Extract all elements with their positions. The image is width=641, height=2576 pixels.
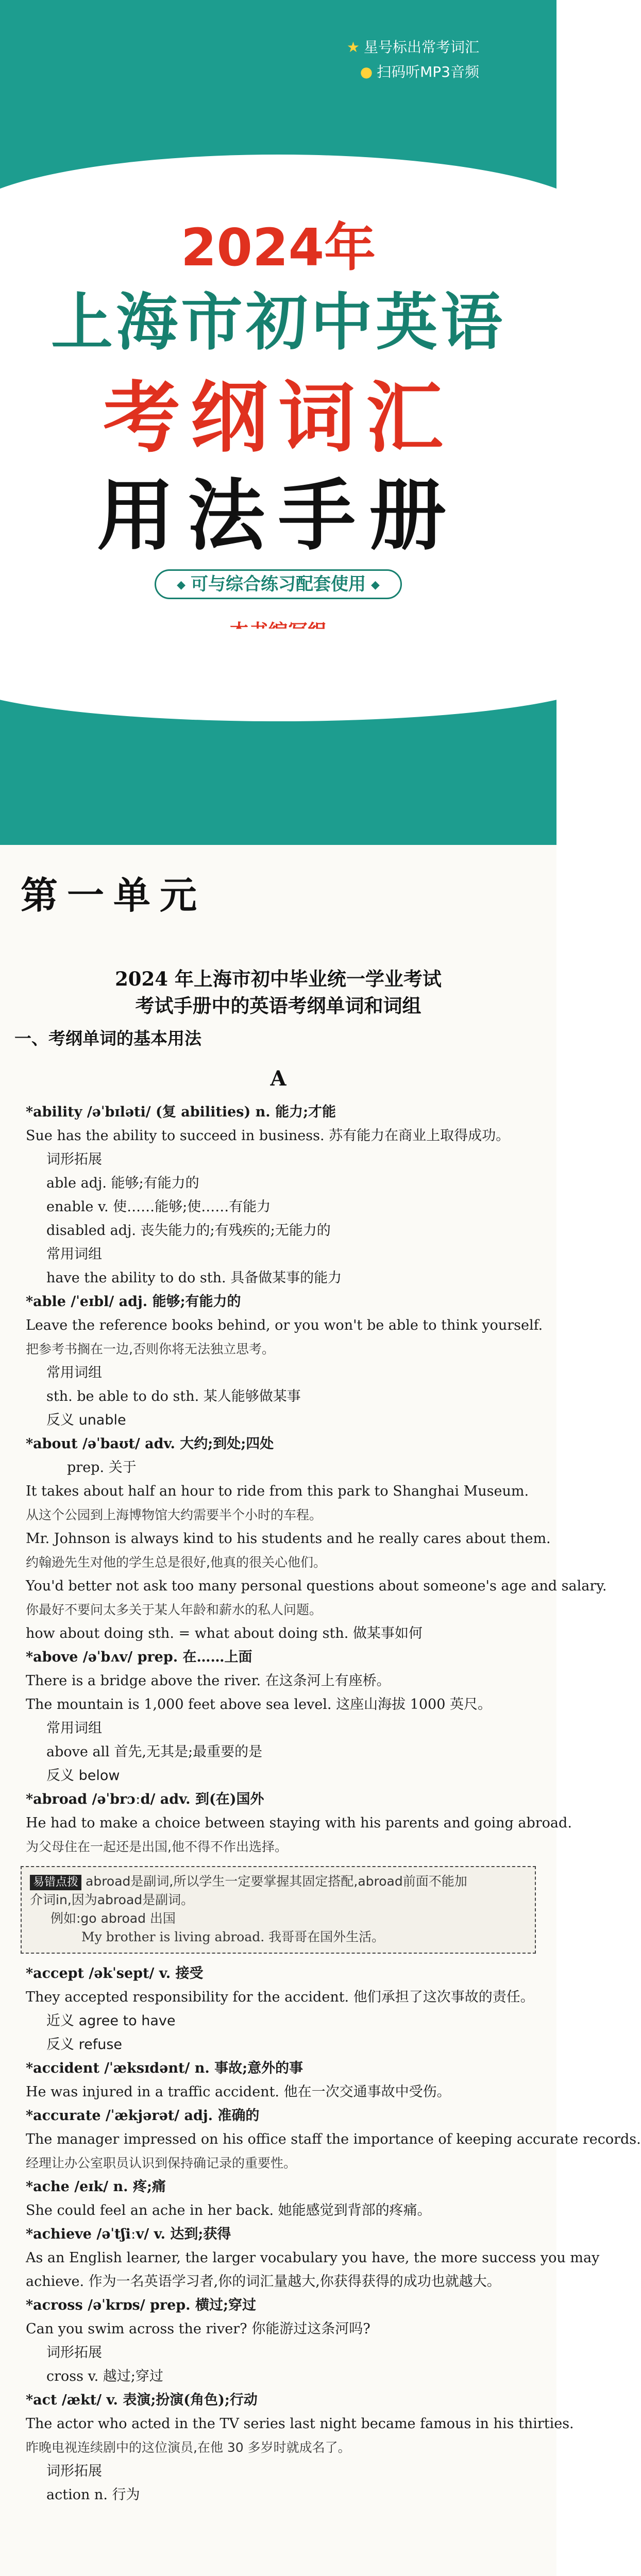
line-text: *accurate /ˈækjərət/ adj. 准确的 <box>26 2108 260 2124</box>
line-text: 为父母住在一起还是出国,他不得不作出选择。 <box>26 1839 288 1854</box>
headword-entry <box>26 2296 536 2315</box>
line-text: 常用词组 <box>46 1365 102 1381</box>
line-text: It takes about half an hour to ride from this park to Shanghai Museum. <box>26 1483 529 1499</box>
example-line <box>26 1482 536 1501</box>
line-text: As an English learner, the larger vocabulary you have, the more success you may <box>26 2250 600 2266</box>
line-text: They accepted responsibility for the accident. 他们承担了这次事故的责任。 <box>26 1989 534 2005</box>
diamond-icon: ◆ <box>371 578 380 591</box>
translation-line <box>26 1340 536 1359</box>
line-text: enable v. 使……能够;使……有能力 <box>46 1199 271 1215</box>
line-text: disabled adj. 丧失能力的;有残疾的;无能力的 <box>46 1223 331 1239</box>
example-line <box>26 1814 572 1833</box>
translation-line <box>26 1553 536 1572</box>
line-text: *ache /eɪk/ n. 疼;痛 <box>26 2179 166 2195</box>
line-text: The mountain is 1,000 feet above sea level. 这座山海拔 1000 英尺。 <box>26 1697 492 1713</box>
vocabulary-page <box>0 845 641 2576</box>
label-line <box>46 2462 556 2481</box>
line-text: able adj. 能够;有能力的 <box>46 1175 199 1191</box>
line-text: You'd better not ask too many personal questions about someone's age and salary. <box>26 1578 607 1594</box>
line-text: *achieve /əˈtʃiːv/ v. 达到;获得 <box>26 2226 231 2242</box>
cover-feature-2: ● 扫码听MP3音频 <box>360 63 479 80</box>
cover-pill: ◆ 可与综合练习配套使用 ◆ <box>155 569 402 599</box>
line-text: 近义 agree to have <box>46 2013 176 2029</box>
example-line <box>26 2248 600 2268</box>
line-text: 你最好不要问太多关于某人年龄和薪水的私人问题。 <box>26 1602 323 1617</box>
label-line <box>46 2035 556 2055</box>
example-line <box>26 2201 536 2221</box>
headword-entry <box>26 1964 536 1984</box>
example-line <box>26 1316 543 1335</box>
example-line <box>26 1671 536 1691</box>
line-text: *able /ˈeɪbl/ adj. 能够;有能力的 <box>26 1294 241 1310</box>
headword-entry <box>26 1103 536 1122</box>
label-line <box>46 2343 556 2363</box>
line-text: 反义 below <box>46 1768 120 1784</box>
example-line <box>26 1126 536 1146</box>
phrase-line <box>46 1174 556 1193</box>
cover-page <box>0 0 556 845</box>
line-text: achieve. 作为一名英语学习者,你的词汇量越大,你获得获得的成功也就越大。 <box>26 2274 501 2290</box>
line-text: *across /əˈkrɒs/ prep. 横过;穿过 <box>26 2297 256 2313</box>
phrase-line <box>46 2367 556 2386</box>
label-line <box>46 1245 556 1264</box>
section-heading: 一、考纲单词的基本用法 <box>14 1028 201 1048</box>
line-text: *ability /əˈbɪləti/ (复 abilities) n. 能力;才能 <box>26 1104 336 1120</box>
headword-entry <box>26 1434 536 1454</box>
line-text: cross v. 越过;穿过 <box>46 2368 163 2384</box>
cover-year: 2024年 <box>180 217 376 278</box>
line-text: sth. be able to do sth. 某人能够做某事 <box>46 1388 301 1404</box>
example-line <box>26 2130 641 2149</box>
line-text: *abroad /əˈbrɔːd/ adv. 到(在)国外 <box>26 1791 264 1807</box>
line-text: *accident /ˈæksɪdənt/ n. 事故;意外的事 <box>26 2060 303 2076</box>
label-line <box>46 1363 556 1383</box>
line-text: action n. 行为 <box>46 2487 140 2503</box>
diamond-icon: ◆ <box>177 578 185 591</box>
example-line <box>26 2082 536 2102</box>
line-text: Sue has the ability to succeed in business. 苏有能力在商业上取得成功。 <box>26 1128 510 1144</box>
phrase-line <box>46 1387 556 1406</box>
line-text: 经理让办公室职员认识到保持确记录的重要性。 <box>26 2156 297 2171</box>
phrase-line <box>46 1221 556 1241</box>
headword-entry <box>26 1292 536 1312</box>
label-line <box>46 2011 556 2031</box>
tip-line4: My brother is living abroad. 我哥哥在国外生活。 <box>81 1929 385 1944</box>
headword-entry <box>26 1790 536 1809</box>
letter-heading: A <box>270 1066 286 1091</box>
example-line <box>26 1695 536 1715</box>
example-line <box>26 1529 551 1549</box>
label-line <box>46 1766 556 1786</box>
line-text: *act /ækt/ v. 表演;扮演(角色);行动 <box>26 2392 258 2408</box>
line-text: 反义 unable <box>46 1412 126 1428</box>
line-text: 词形拓展 <box>46 2345 102 2361</box>
line-text: Leave the reference books behind, or you won't be able to think yourself. <box>26 1317 543 1333</box>
cover-title-line3: 用法手册 <box>96 470 460 561</box>
line-text: 昨晚电视连续剧中的这位演员,在他 30 多岁时就成名了。 <box>26 2440 351 2455</box>
translation-line <box>26 2438 536 2458</box>
example-line <box>26 1624 536 1643</box>
cover-feature-1: ★ 星号标出常考词汇 <box>346 39 479 56</box>
line-text: 词形拓展 <box>46 1151 102 1167</box>
line-text: 把参考书搁在一边,否则你将无法独立思考。 <box>26 1342 275 1357</box>
translation-line <box>26 1600 536 1620</box>
label-line <box>46 1719 556 1738</box>
translation-line <box>26 2154 536 2173</box>
line-text: The actor who acted in the TV series last night became famous in his thirties. <box>26 2416 574 2432</box>
headword-entry <box>26 2106 536 2126</box>
example-line <box>26 1988 536 2007</box>
tip-box <box>21 1866 536 1954</box>
translation-line <box>26 1837 536 1857</box>
phrase-line <box>46 2485 556 2505</box>
tip-line1: abroad是副词,所以学生一定要掌握其固定搭配,abroad前面不能加 <box>86 1874 467 1889</box>
line-text: She could feel an ache in her back. 她能感觉到背部的疼痛。 <box>26 2202 431 2218</box>
headword-entry <box>26 2059 536 2078</box>
cover-title-line1: 上海市初中英语 <box>51 287 505 359</box>
qr-icon: ● <box>360 63 373 80</box>
line-text: 从这个公园到上海博物馆大约需要半个小时的车程。 <box>26 1507 323 1522</box>
headword-entry <box>26 2177 536 2197</box>
phrase-line <box>46 1268 556 1288</box>
line-text: 常用词组 <box>46 1720 102 1736</box>
doc-title-line1: 2024 年上海市初中毕业统一学业考试 <box>115 968 442 990</box>
example-line <box>26 1577 607 1596</box>
example-line <box>26 2319 536 2339</box>
cover-title-line2: 考纲词汇 <box>103 374 453 463</box>
tip-line3: 例如:go abroad 出国 <box>50 1911 176 1926</box>
line-text: *above /əˈbʌv/ prep. 在……上面 <box>26 1649 252 1665</box>
label-line <box>46 1150 556 1170</box>
line-text: There is a bridge above the river. 在这条河上有座桥。 <box>26 1673 391 1689</box>
doc-title-line2: 考试手册中的英语考纲单词和词组 <box>135 994 421 1017</box>
example-line <box>26 2272 536 2292</box>
label-line <box>46 1411 556 1430</box>
line-text: 词形拓展 <box>46 2463 102 2479</box>
tip-line2: 介词in,因为abroad是副词。 <box>30 1892 194 1907</box>
line-text: above all 首先,无其是;最重要的是 <box>46 1744 263 1760</box>
line-text: The manager impressed on his office staff the importance of keeping accurate records. <box>26 2131 641 2147</box>
tip-label: 易错点拨 <box>30 1875 81 1890</box>
unit-header: 第一单元 <box>21 873 207 917</box>
line-text: Can you swim across the river? 你能游过这条河吗? <box>26 2321 370 2337</box>
line-text: have the ability to do sth. 具备做某事的能力 <box>46 1270 342 1286</box>
star-icon: ★ <box>346 39 360 56</box>
sense-line <box>67 1458 577 1478</box>
line-text: 常用词组 <box>46 1246 102 1262</box>
line-text: *about /əˈbaʊt/ adv. 大约;到处;四处 <box>26 1436 274 1452</box>
line-text: *accept /əkˈsept/ v. 接受 <box>26 1965 204 1981</box>
phrase-line <box>46 1742 556 1762</box>
example-line <box>26 2414 574 2434</box>
headword-entry <box>26 2391 536 2410</box>
line-text: prep. 关于 <box>67 1460 137 1476</box>
translation-line <box>26 1505 536 1525</box>
line-text: Mr. Johnson is always kind to his students and he really cares about them. <box>26 1531 551 1547</box>
headword-entry <box>26 2225 536 2244</box>
phrase-line <box>46 1197 556 1217</box>
headword-entry <box>26 1648 536 1667</box>
line-text: He was injured in a traffic accident. 他在一次交通事故中受伤。 <box>26 2084 451 2100</box>
line-text: 约翰逊先生对他的学生总是很好,他真的很关心他们。 <box>26 1555 326 1570</box>
line-text: 反义 refuse <box>46 2037 122 2053</box>
line-text: He had to make a choice between staying with his parents and going abroad. <box>26 1815 572 1831</box>
line-text: how about doing sth. = what about doing sth. 做某事如何 <box>26 1625 423 1641</box>
